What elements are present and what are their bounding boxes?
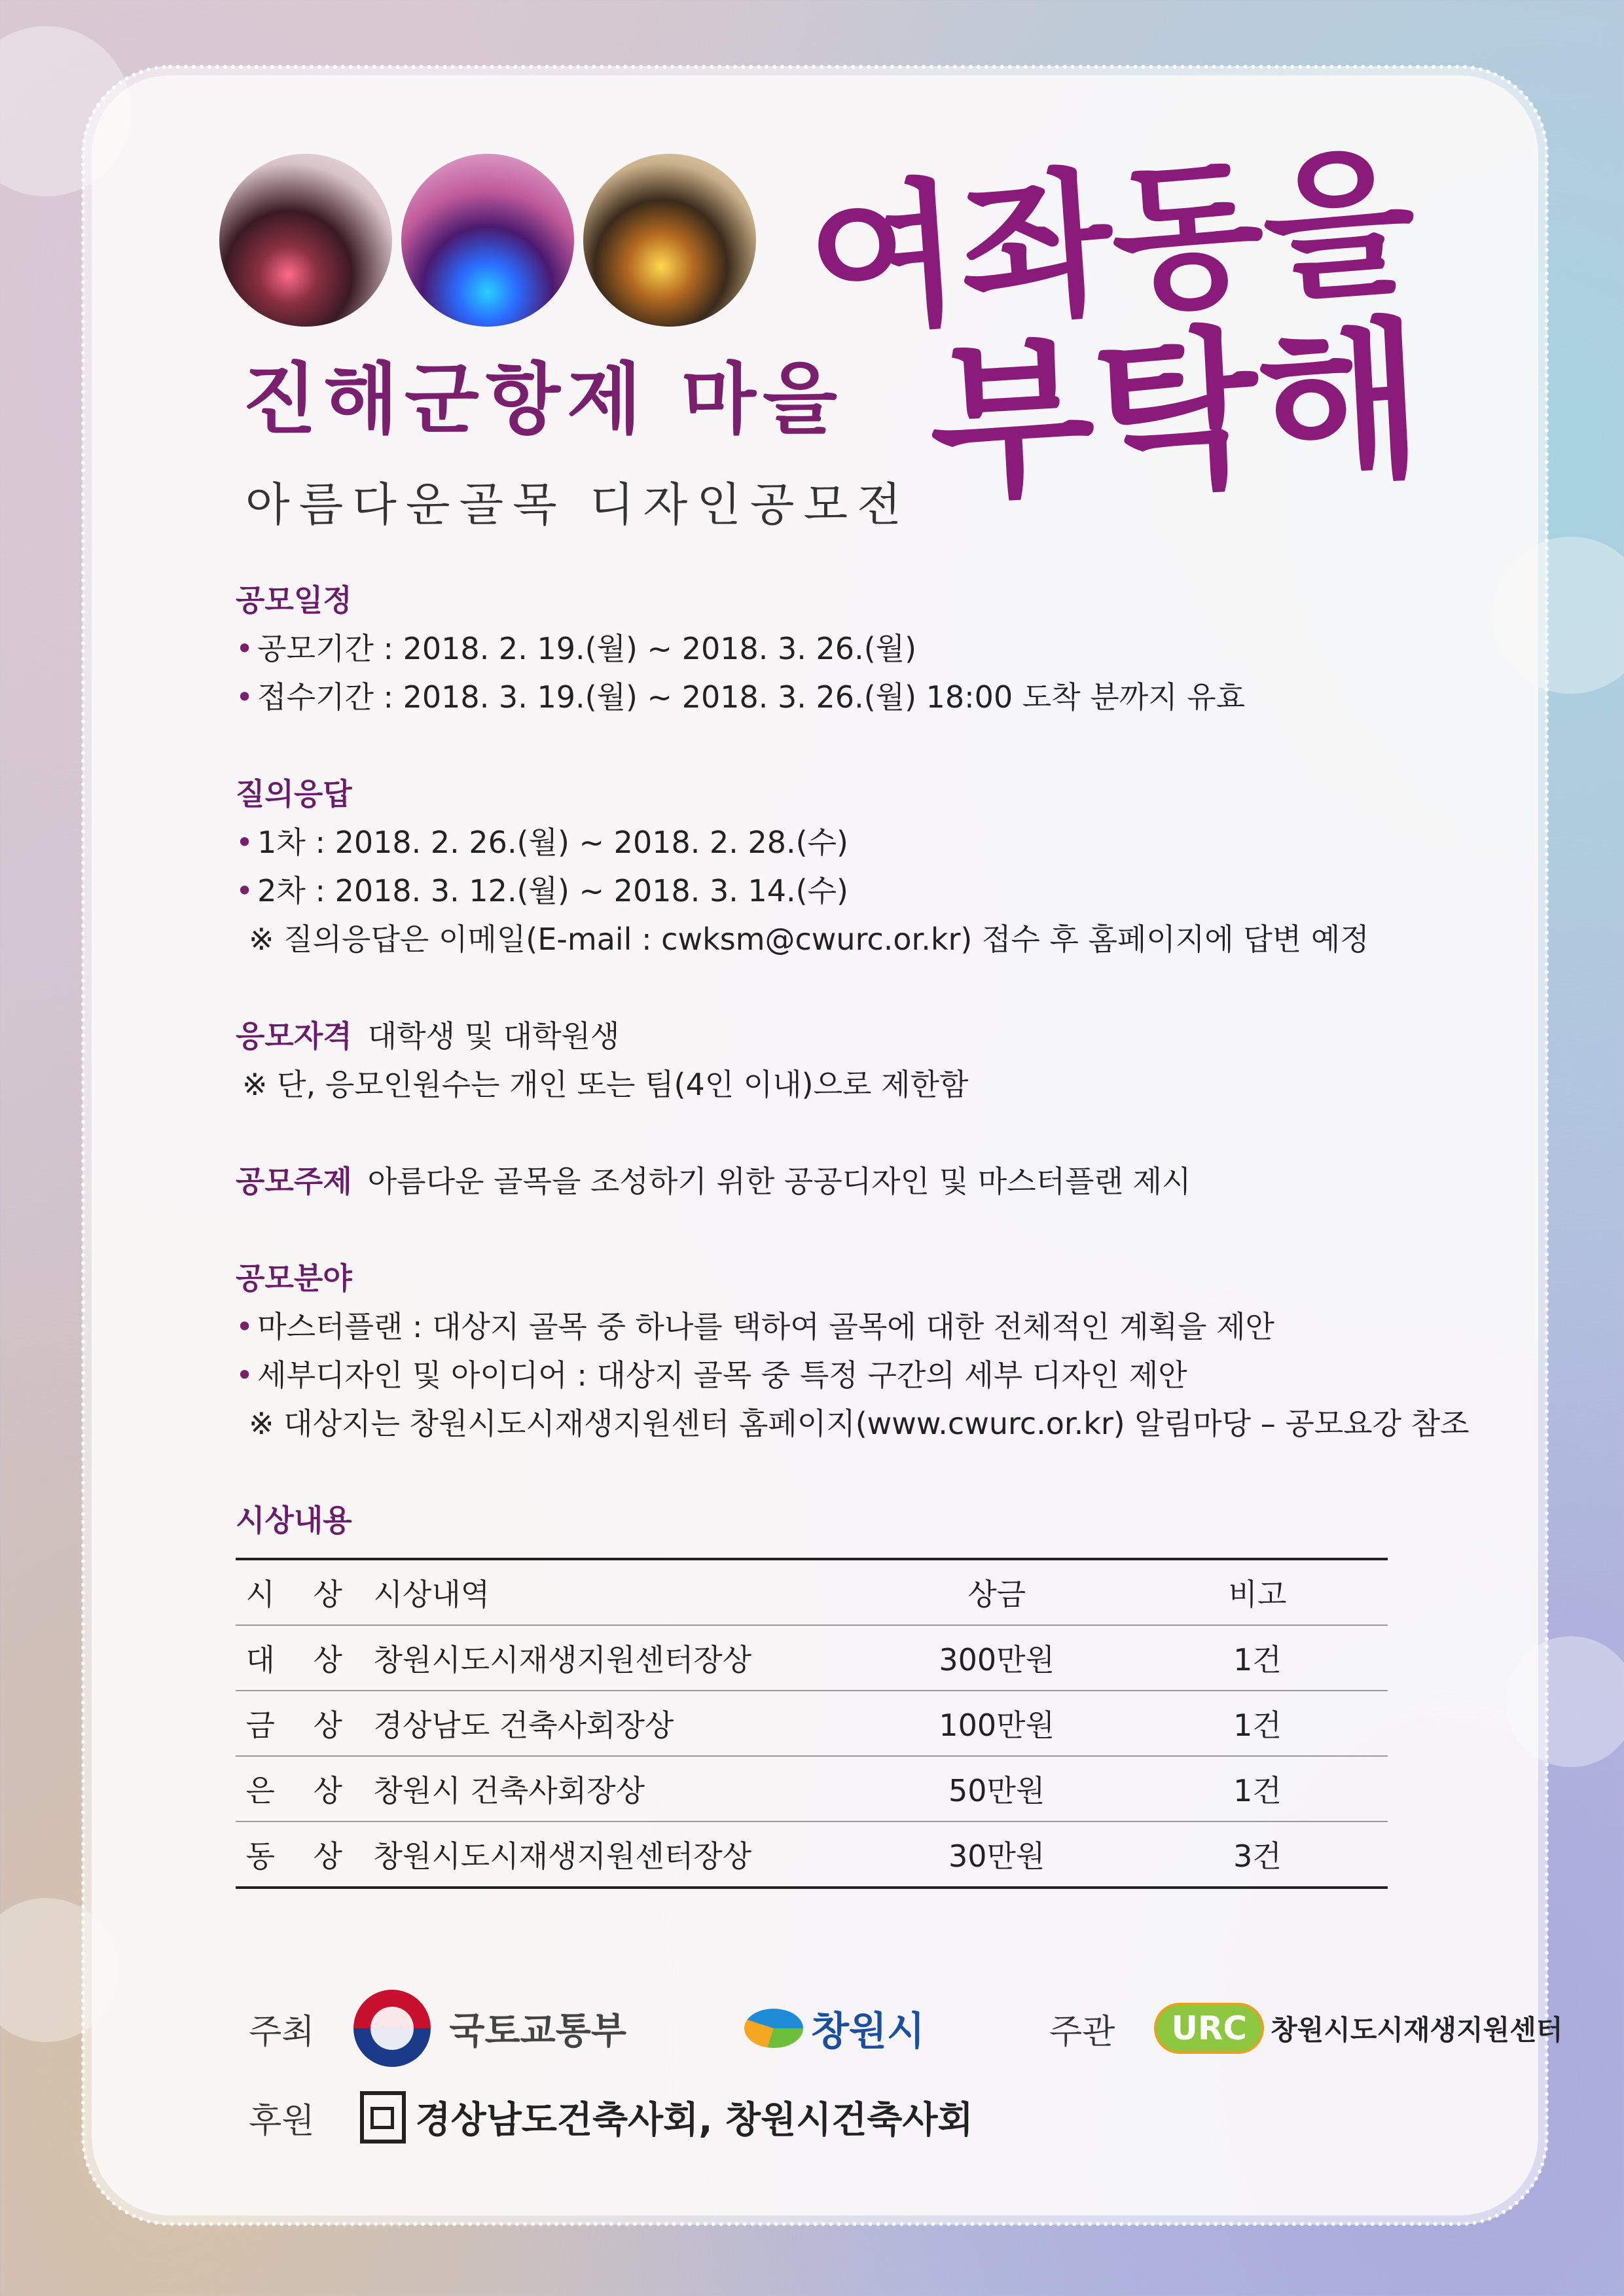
award-prize: 50만원	[866, 1756, 1127, 1821]
award-prize: 100만원	[866, 1691, 1127, 1756]
table-header-row	[236, 1559, 1388, 1625]
festival-photo-3	[583, 154, 756, 327]
award-name: 대 상	[236, 1625, 367, 1691]
festival-photo-2	[401, 154, 574, 327]
main-title-line1: 여좌동을	[803, 128, 1422, 356]
field-note: ※ 대상지는 창원시도시재생지원센터 홈페이지(www.cwurc.or.kr) 알림마당 – 공모요강 참조	[249, 1406, 1470, 1441]
theme-heading: 공모주제	[236, 1164, 352, 1199]
host-row	[249, 1990, 1562, 2067]
award-name: 동 상	[236, 1821, 367, 1888]
header-prize: 상금	[866, 1559, 1127, 1625]
sponsor-label: 후원	[249, 2101, 315, 2141]
awards-table	[236, 1558, 1388, 1889]
table-row	[236, 1756, 1388, 1821]
eligibility-heading: 응모자격	[236, 1018, 352, 1054]
architect-association-logo-icon	[360, 2091, 406, 2144]
award-count: 1건	[1127, 1625, 1388, 1691]
host-label: 주최	[249, 2012, 315, 2052]
sponsor-name: 경상남도건축사회, 창원시건축사회	[415, 2099, 973, 2142]
schedule-item: • 공모기간 : 2018. 2. 19.(월) ~ 2018. 3. 26.(월)	[236, 624, 1388, 673]
organizer-label: 주관	[1049, 2012, 1115, 2052]
main-title-line2: 부탁해	[924, 299, 1428, 525]
table-row	[236, 1821, 1388, 1888]
award-detail: 경상남도 건축사회장상	[367, 1691, 867, 1756]
sponsor-row	[249, 2091, 973, 2144]
award-count: 1건	[1127, 1756, 1388, 1821]
photo-strip	[219, 154, 756, 327]
header-note: 비고	[1127, 1559, 1388, 1625]
award-name: 금 상	[236, 1691, 367, 1756]
eligibility-text: 대학생 및 대학원생	[367, 1018, 620, 1054]
qa-heading: 질의응답	[236, 776, 352, 812]
subtitle: 진해군항제 마을	[242, 354, 844, 444]
organizer-name: 창원시도시재생지원센터	[1271, 2014, 1563, 2046]
table-row	[236, 1625, 1388, 1691]
theme-text: 아름다운 골목을 조성하기 위한 공공디자인 및 마스터플랜 제시	[367, 1164, 1191, 1199]
schedule-item: • 접수기간 : 2018. 3. 19.(월) ~ 2018. 3. 26.(월) 18:00 도착 분까지 유효	[236, 673, 1388, 721]
changwon-logo-icon	[744, 2009, 803, 2048]
qa-item: • 2차 : 2018. 3. 12.(월) ~ 2018. 3. 14.(수)	[236, 867, 1388, 915]
header-award: 시 상	[236, 1559, 367, 1625]
table-row	[236, 1691, 1388, 1756]
eligibility-note: ※ 단, 응모인원수는 개인 또는 팀(4인 이내)으로 제한함	[242, 1067, 969, 1102]
award-count: 1건	[1127, 1691, 1388, 1756]
theme-row	[236, 1157, 1388, 1206]
award-prize: 300만원	[866, 1625, 1127, 1691]
host-changwon: 창원시	[810, 2009, 925, 2054]
qa-note: ※ 질의응답은 이메일(E-mail : cwksm@cwurc.or.kr) 접수 후 홈페이지에 답변 예정	[249, 922, 1369, 957]
award-detail: 창원시 건축사회장상	[367, 1756, 867, 1821]
award-detail: 창원시도시재생지원센터장상	[367, 1821, 867, 1888]
award-prize: 30만원	[866, 1821, 1127, 1888]
subtitle-contest: 아름다운골목 디자인공모전	[245, 478, 911, 531]
field-item: • 세부디자인 및 아이디어 : 대상지 골목 중 특정 구간의 세부 디자인 제안	[236, 1351, 1388, 1399]
urc-logo-icon: URC	[1154, 2003, 1264, 2054]
host-molit: 국토교통부	[449, 2010, 626, 2053]
qa-item: • 1차 : 2018. 2. 26.(월) ~ 2018. 2. 28.(수)	[236, 818, 1388, 867]
eligibility-row	[236, 1012, 1388, 1060]
contest-details	[236, 576, 1470, 1889]
field-heading: 공모분야	[236, 1261, 352, 1296]
award-count: 3건	[1127, 1821, 1388, 1888]
festival-photo-1	[219, 154, 392, 327]
header-detail: 시상내역	[367, 1559, 867, 1625]
field-item: • 마스터플랜 : 대상지 골목 중 하나를 택하여 골목에 대한 전체적인 계획을 제안	[236, 1302, 1388, 1351]
award-name: 은 상	[236, 1756, 367, 1821]
award-detail: 창원시도시재생지원센터장상	[367, 1625, 867, 1691]
awards-heading: 시상내용	[236, 1503, 352, 1538]
korea-government-emblem-icon	[353, 1990, 431, 2067]
schedule-heading: 공모일정	[236, 583, 352, 618]
